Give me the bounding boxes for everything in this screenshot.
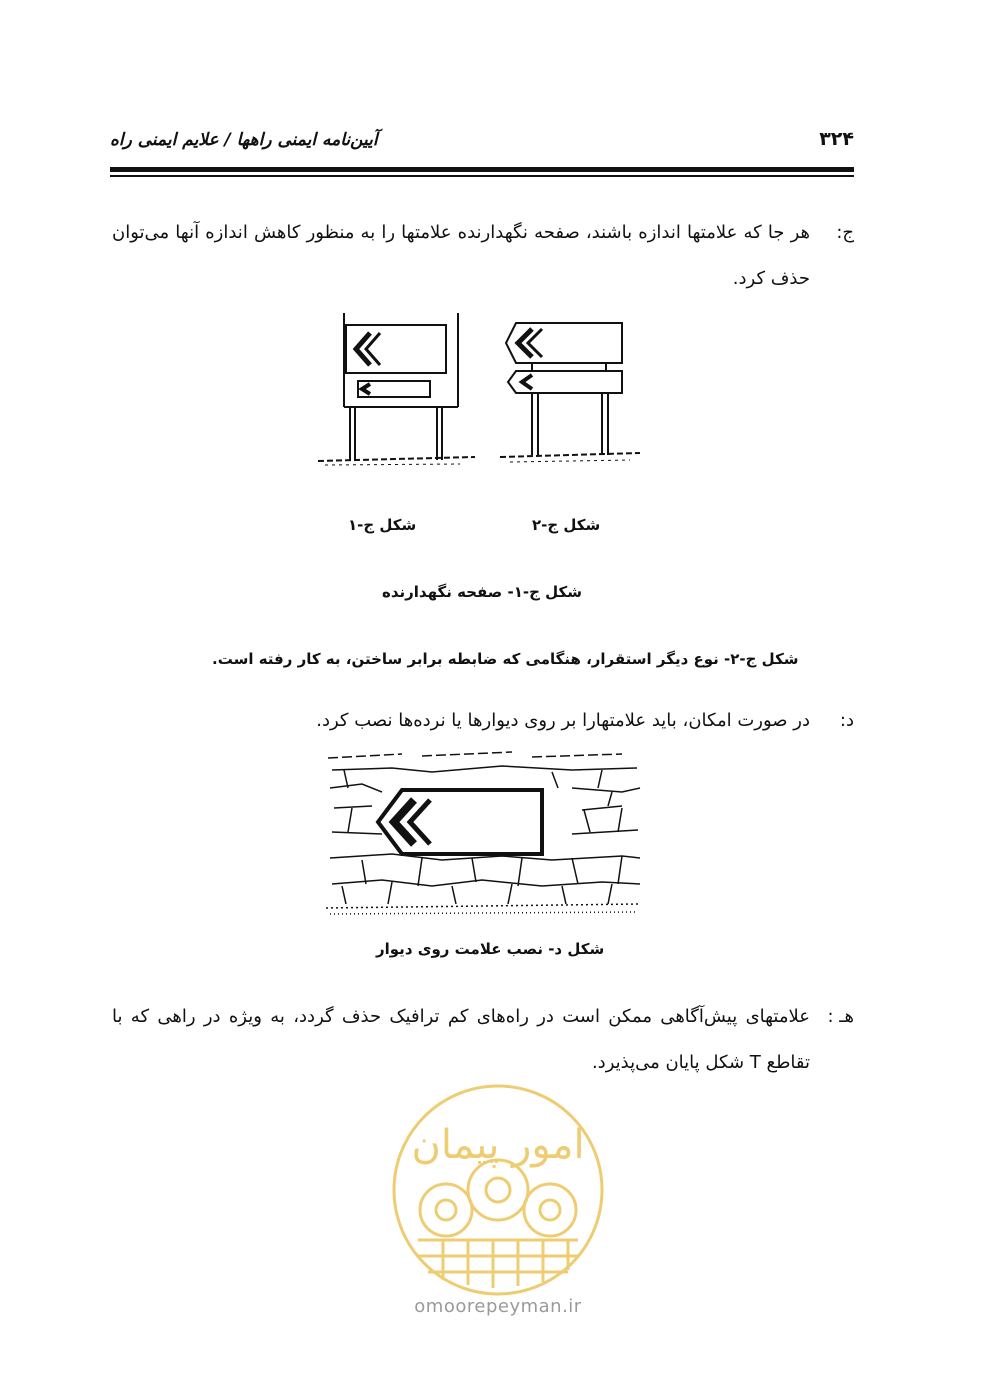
figure-d-illustration [322,748,644,918]
figure-d-caption: شکل د- نصب علامت روی دیوار [376,940,605,958]
watermark-url: omoorepeyman.ir [414,1296,582,1317]
paragraph-c-text: هر جا که علامتها اندازه باشند، صفحه نگهدارنده علامتها را به منظور کاهش اندازه آنها می‌توان حذف کرد. [112,222,810,289]
paragraph-d-text: در صورت امکان، باید علامتهارا بر روی دیوارها یا نرده‌ها نصب کرد. [316,710,810,731]
watermark-logo-text: امور پیمان [411,1122,585,1168]
paragraph-e [112,994,854,1086]
paragraph-d-marker: د: [839,710,854,731]
paragraph-e-marker: هـ : [827,1006,854,1027]
figure-c2-caption: شکل ج-۲- نوع دیگر استقرار، هنگامی که ضابطه برابر ساختن، به کار رفته است. [212,650,799,668]
figure-c1-label: شکل ج-۱ [348,516,417,534]
header-rule-thin [110,175,854,177]
paragraph-d [300,698,854,744]
paragraph-c-marker: ج: [836,222,854,243]
page-header [110,126,854,166]
figure-c1-caption: شکل ج-۱- صفحه نگهدارنده [382,583,582,601]
paragraph-c [112,210,854,302]
figure-c-illustration [310,305,650,480]
watermark-logo [388,1080,608,1320]
header-rule-thick [110,167,854,172]
page-number: ۳۲۴ [819,128,854,150]
header-title: آیین‌نامه ایمنی راهها / علایم ایمنی راه [110,130,378,150]
figure-c2-label: شکل ج-۲ [532,516,601,534]
paragraph-e-text: علامتهای پیش‌آگاهی ممکن است در راه‌های کم ترافیک حذف گردد، به ویژه در راهی که با تقاطع T شکل پایان می‌پذیرد. [112,1006,810,1073]
